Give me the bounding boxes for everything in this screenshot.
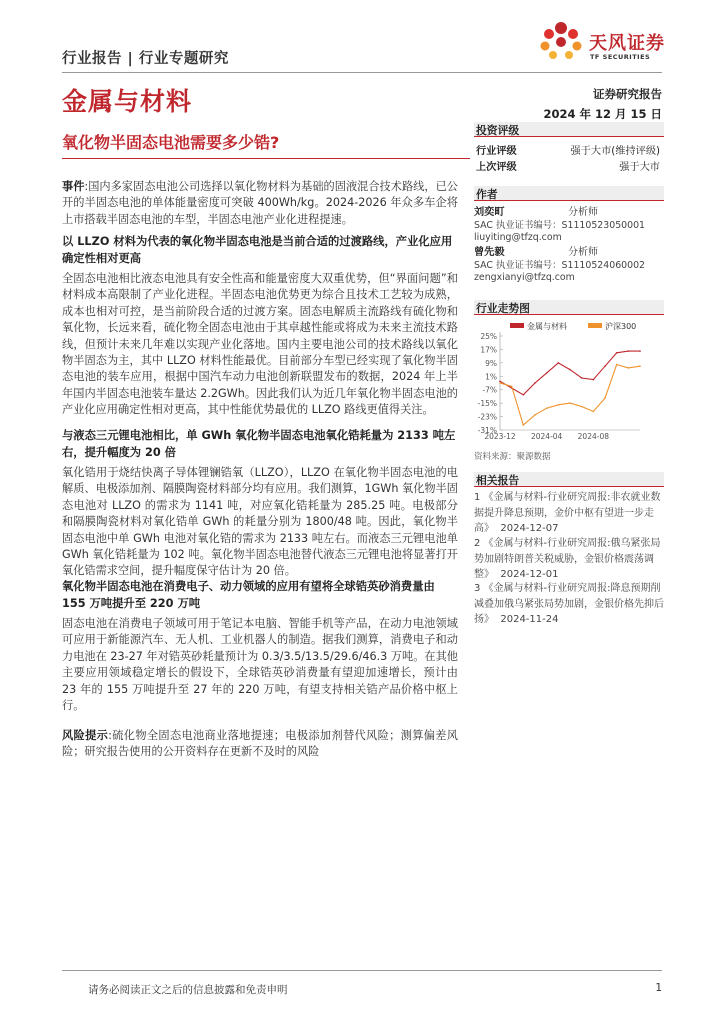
data-point — [523, 424, 525, 426]
industry-trend-chart — [474, 318, 664, 443]
data-point — [639, 365, 641, 367]
report-title: 氧化物半固态电池需要多少锆? — [62, 133, 280, 152]
series-line-index — [500, 365, 640, 426]
prev-rating-key: 上次评级 — [476, 162, 517, 173]
logo-text-cn: 天风证券 — [589, 33, 665, 54]
page-number: 1 — [655, 982, 662, 994]
rating-title-bar — [474, 122, 664, 137]
data-point — [604, 365, 606, 367]
rating-title: 投资评级 — [476, 124, 520, 137]
y-tick-label: -31% — [477, 426, 497, 435]
section-heading-1: 以 LLZO 材料为代表的氧化物半固态电池是当前合适的过渡路线，产业化应用确定性相对更高 — [62, 235, 453, 265]
author-email[interactable]: zengxianyi@tfzq.com — [474, 272, 575, 284]
risk-paragraph — [62, 728, 458, 761]
logo-text-en: TF SECURITIES — [590, 53, 651, 61]
rating-value: 强于大市(维持评级) — [570, 146, 660, 157]
sector-title: 金属与材料 — [62, 87, 193, 116]
y-tick-label: -7% — [482, 385, 497, 395]
author-name: 曾先毅 — [474, 247, 505, 258]
data-point — [628, 367, 630, 369]
data-point — [558, 404, 560, 406]
author-sac: SAC 执业证书编号：S1110523050001 — [474, 219, 646, 231]
event-text: :国内多家固态电池公司选择以氧化物材料为基础的固液混合技术路线，已公开的半固态电池的单体能量密度可突破 400Wh/kg。2024-2026 年众多车企将上市搭载半固态电池的车型，半固态电池产业化进程提速。 — [62, 180, 458, 226]
report-date: 2024 年 12 月 15 日 — [543, 107, 662, 121]
risk-text: :硫化物全固态电池商业落地提速；电极添加剂替代风险；测算偏差风险；研究报告使用的公开资料存在更新不及时的风险 — [62, 729, 458, 759]
legend-label: 金属与材料 — [527, 322, 567, 331]
report-category: 行业报告 | 行业专题研究 — [62, 51, 229, 67]
data-point — [593, 379, 595, 381]
related-report-item[interactable] — [474, 581, 664, 628]
y-tick-label: 17% — [480, 345, 497, 355]
author-role: 分析师 — [568, 207, 598, 218]
footer-divider — [62, 970, 662, 971]
company-logo — [536, 18, 666, 66]
footer-disclaimer: 请务必阅读正文之后的信息披露和免责申明 — [88, 984, 288, 996]
y-tick-label: 9% — [485, 358, 497, 368]
data-point — [581, 406, 583, 408]
section-heading-2: 与液态三元锂电池相比，单 GWh 氧化物半固态电池氧化锆耗量为 2133 吨左右，提升幅度为 20 倍 — [62, 429, 456, 459]
title-divider — [62, 158, 470, 159]
authors-title-bar — [474, 186, 664, 201]
related-report-text: 2 《金属与材料-行业研究周报:俄乌紧张局势加剧特朗普关税威胁，金银价格震荡调整》 — [474, 538, 661, 580]
trend-title-bar — [474, 300, 664, 315]
related-report-item[interactable] — [474, 536, 664, 583]
trend-title: 行业走势图 — [476, 302, 530, 315]
data-point — [639, 350, 641, 352]
section-heading-3: 氧化物半固态电池在消费电子、动力领域的应用有望将全球锆英砂消费量由 155 万吨提升至 220 万吨 — [62, 580, 435, 610]
y-tick-label: 1% — [485, 372, 497, 382]
data-point — [581, 377, 583, 379]
y-tick-label: -15% — [477, 399, 497, 409]
data-point — [499, 382, 501, 384]
author-block — [474, 207, 664, 245]
chart-source: 资料来源：聚源数据 — [474, 452, 551, 462]
data-point — [593, 411, 595, 413]
data-point — [546, 372, 548, 374]
report-type: 证券研究报告 — [593, 87, 662, 101]
data-point — [628, 350, 630, 352]
author-sac: SAC 执业证书编号：S1110524060002 — [474, 259, 646, 271]
related-report-date: 2024-11-24 — [500, 614, 559, 625]
event-paragraph — [62, 179, 458, 228]
y-tick-label: -23% — [477, 412, 497, 422]
data-point — [523, 394, 525, 396]
author-role: 分析师 — [568, 247, 598, 258]
data-point — [604, 397, 606, 399]
author-name: 刘奕町 — [474, 207, 505, 218]
author-email[interactable]: liuyiting@tfzq.com — [474, 232, 562, 244]
series-line-sector — [500, 351, 640, 395]
legend-swatch — [588, 323, 602, 328]
data-point — [499, 381, 501, 383]
related-report-date: 2024-12-01 — [500, 569, 559, 580]
data-point — [616, 352, 618, 354]
header-divider — [62, 72, 662, 73]
section-paragraph-2: 氧化锆用于烧结快离子导体锂镧锆氧（LLZO），LLZO 在氧化物半固态电池的电解质、电极添加剂、隔膜陶瓷材料部分均有应用。我们测算，1GWh 氧化物半固态电池对 LLZO 的需求为 1141 吨，对应氧化锆耗量为 285.25 吨。电极部分和隔膜陶瓷材料对氧化锆单 GWh 的耗量分别为 1800/48 吨。因此，氧化物半固态电池中单 GWh 电池对氧化锆的需求为 2133 吨左右。而液态三元锂电池单 GWh 氧化锆耗量为 102 吨。氧化物半固态电池替代液态三元锂电池将显著打开氧化锆需求空间，提升幅度保守估计为 20 倍。 — [62, 466, 458, 578]
author-block — [474, 247, 664, 285]
related-report-text: 1 《金属与材料-行业研究周报:非农就业数据提升降息预期，金价中枢有望进一步走高》 — [474, 492, 661, 534]
data-point — [511, 386, 513, 388]
data-point — [569, 369, 571, 371]
event-label: 事件 — [62, 180, 85, 193]
data-point — [534, 382, 536, 384]
legend-label: 沪深300 — [605, 322, 637, 331]
section-paragraph-1: 全固态电池相比液态电池具有安全性高和能量密度大双重优势，但“界面问题”和材料成本高限制了产业化进程。半固态电池优势更为综合且技术工艺较为成熟，成本也相对可控，是当前阶段合适的过渡方案。固态电解质主流路线有硫化物和氧化物，长远来看，硫化物全固态电池由于其卓越性能或将成为未来主流技术路线，但预计未来几年难以实现产业化落地。国内主要电池公司的技术路线以氧化物半固态为主，其中 LLZO 材料性能最优。目前部分车型已经实现了氧化物半固态电池的装车应用，根据中国汽车动力电池创新联盟发布的数据，2024 年上半年国内半固态电池装车量达 2.2GWh。因此我们认为近几年氧化物半固态电池的产业化应用确定性相对更高，其中性能优势最优的 LLZO 路线更值得关注。 — [62, 272, 458, 417]
data-point — [534, 414, 536, 416]
y-tick-label: 25% — [480, 332, 497, 341]
x-tick-label: 2024-04 — [530, 432, 563, 441]
related-title-bar — [474, 472, 664, 487]
data-point — [546, 407, 548, 409]
data-point — [616, 364, 618, 366]
risk-label: 风险提示 — [62, 729, 109, 742]
x-tick-label: 2024-08 — [577, 432, 610, 441]
x-tick-label: 2023-12 — [484, 432, 516, 441]
flower-logo-icon — [536, 18, 586, 66]
related-title: 相关报告 — [476, 474, 520, 487]
section-paragraph-3: 固态电池在消费电子领域可用于笔记本电脑、智能手机等产品，在动力电池领域可应用于新能源汽车、无人机、工业机器人的制造。据我们测算，消费电子和动力电池在 23-27 年对锆英砂耗量预计为 0.3/3.5/13.5/29.6/46.3 万吨。在其他主要应用领域稳定增长的假设下，全球锆英砂消费量有望迎加速增长，预计由 23 年的 155 万吨提升至 27 年的 220 万吨，有望支持相关锆产品价格中枢上行。 — [62, 617, 458, 713]
prev-rating-value: 强于大市 — [619, 162, 660, 173]
data-point — [569, 402, 571, 404]
rating-key: 行业评级 — [476, 146, 517, 157]
related-report-date: 2024-12-07 — [500, 523, 559, 534]
related-report-item[interactable] — [474, 490, 664, 537]
related-report-text: 3 《金属与材料-行业研究周报:降息预期削减叠加俄乌紧张局势加剧，金银价格先抑后扬》 — [474, 583, 664, 625]
authors-title: 作者 — [476, 188, 498, 201]
data-point — [558, 362, 560, 364]
legend-swatch — [510, 323, 524, 328]
